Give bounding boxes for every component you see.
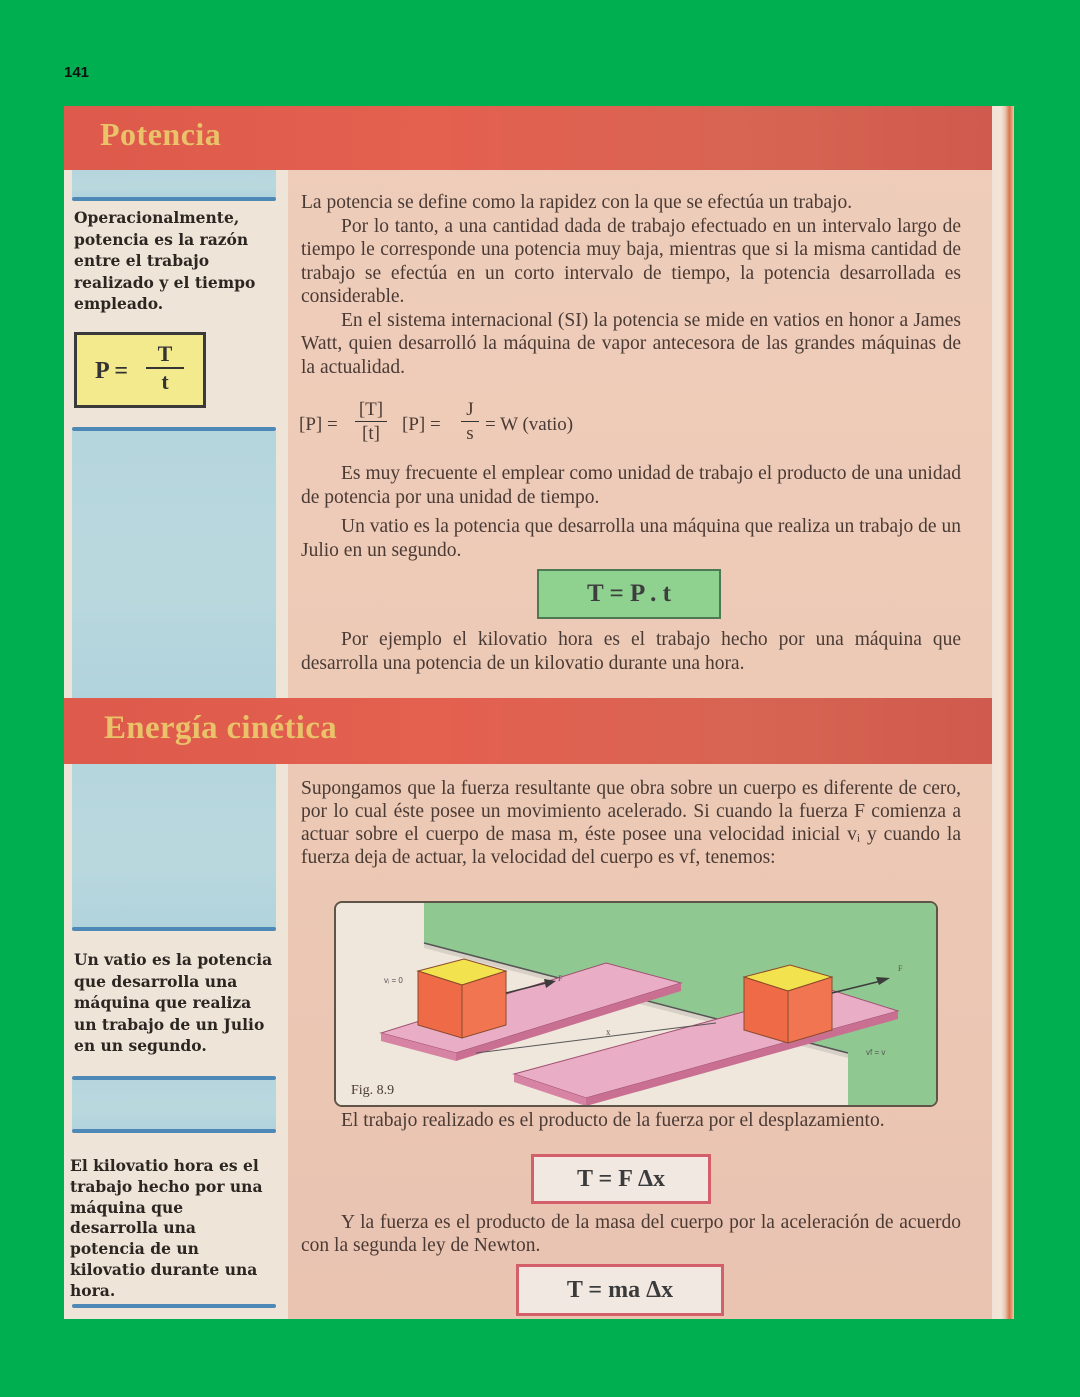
- page-number: 141: [64, 64, 90, 81]
- section-title-potencia: Potencia: [100, 116, 222, 152]
- paragraph: Y la fuerza es el producto de la masa del cuerpo por la aceleración de acuerdo con la segunda ley de Newton.: [301, 1212, 961, 1256]
- sidebar-blue-panel: [72, 1080, 276, 1130]
- sidebar-rule: [72, 1304, 276, 1308]
- paragraph: Un vatio es la potencia que desarrolla una máquina que realiza un trabajo de un Julio en un segundo.: [301, 516, 961, 561]
- figure-8-9: [334, 901, 938, 1107]
- section-banner-potencia: [64, 106, 992, 170]
- block-displacement-illustration: [336, 903, 938, 1107]
- formula-lhs: P =: [95, 358, 129, 384]
- svg-text:F: F: [558, 974, 563, 983]
- units-fraction-2: J s: [459, 400, 481, 443]
- figure-caption: Fig. 8.9: [351, 1083, 395, 1098]
- formula-box-work-force: T = F Δx: [531, 1154, 711, 1204]
- sidebar-blue-panel: [72, 764, 276, 928]
- textbook-page: Potencia Operacionalmente, potencia es la razón entre el trabajo realizado y el tiempo empleado. P = T t La potencia se define como la rapidez con la que se efectúa un trabajo. Por lo tanto, a una cantidad dada de trabajo efectuado en un intervalo largo de tiempo le corresponde una potencia muy baja, mientras que si la misma cantidad de trabajo se efectúa en un corto intervalo de tiempo, la potencia desarrollada es considerable. En el sistema internacional (SI) la potencia se mide en vatios en honor a James Watt, quien desarrolló la máquina de vapor antecesora de las grandes máquinas de la actualidad. [P] = [T] [t] [P] = J s = W (vatio) Es muy frecuente el emplear como unidad de trabajo el producto de una unidad de potencia por una unidad de tiempo. Un vatio es la potencia que desarrolla una máquina que realiza un trabajo de un Julio en un segundo. T = P . t Por ejemplo el kilovatio hora es el trabajo hecho por una máquina que desarrolla una potencia de un kilovatio durante una hora. Energía cinética Un vatio es la potencia que desarrolla una máquina que realiza un trabajo de un Julio en un segundo. El kilovatio hora es el trabajo hecho por una máquina que desarrolla una potencia de un kilovatio durante una hora. Supongamos que la fuerza resultante que obra sobre un cuerpo es diferente de cero, por lo cual éste posee un movimiento acelerado. Si cuando la fuerza F comienza a actuar sobre el cuerpo de masa m, éste posee una velocidad inicial vᵢ y cuando la fuerza deja de actuar, la velocidad del cuerpo es vf, tenemos: x vᵢ = 0 F F vf = v Fig. 8.9 El trabajo realizado es el producto de la fuerza por el desplazamiento. T = F Δx Y la fuerza es el producto de la masa del cuerpo por la aceleración de acuerdo con la segunda ley de Newton. T = ma Δx: [64, 106, 1014, 1319]
- paragraph: El trabajo realizado es el producto de la fuerza por el desplazamiento.: [341, 1110, 885, 1131]
- paragraph: Supongamos que la fuerza resultante que obra sobre un cuerpo es diferente de cero, por lo cual éste posee un movimiento acelerado. Si cuando la fuerza F comienza a actuar sobre el cuerpo de masa m, éste posee una velocidad inicial vᵢ y cuando la fuerza deja de actuar, la velocidad del cuerpo es vf, tenemos:: [301, 778, 961, 868]
- paragraph: Por lo tanto, a una cantidad dada de trabajo efectuado en un intervalo largo de tiempo le corresponde una potencia muy baja, mientras que si la misma cantidad de trabajo se efectúa en un corto intervalo de tiempo, la potencia desarrollada es considerable.: [301, 215, 961, 307]
- formula-box-work-mass: T = ma Δx: [516, 1264, 724, 1316]
- energia-body-2: [301, 1109, 961, 1132]
- svg-text:vf = v: vf = v: [866, 1048, 886, 1057]
- svg-text:F: F: [898, 964, 903, 973]
- section-banner-energia-cinetica: [64, 698, 992, 764]
- sidebar-note-operacional: Operacionalmente, potencia es la razón entre el trabajo realizado y el tiempo empleado.: [74, 208, 256, 313]
- formula-fraction: T t: [145, 343, 185, 393]
- sidebar-note-vatio: Un vatio es la potencia que desarrolla una máquina que realiza un trabajo de un Julio en un segundo.: [74, 950, 273, 1055]
- sidebar-note-kilovatio: El kilovatio hora es el trabajo hecho por una máquina que desarrolla una potencia de un kilovatio durante una hora.: [70, 1156, 263, 1300]
- formula-box-power: [74, 332, 206, 408]
- potencia-body: [301, 191, 961, 379]
- section-title-energia-cinetica: Energía cinética: [104, 710, 337, 746]
- paragraph: La potencia se define como la rapidez con la que se efectúa un trabajo.: [301, 192, 853, 213]
- svg-text:vᵢ = 0: vᵢ = 0: [384, 976, 403, 985]
- sidebar-blue-panel: [72, 431, 276, 698]
- paragraph: Por ejemplo el kilovatio hora es el trabajo hecho por una máquina que desarrolla una potencia de un kilovatio durante una hora.: [301, 629, 961, 674]
- potencia-body-2: [301, 462, 961, 562]
- sidebar-rule: [72, 927, 276, 931]
- energia-body: [301, 777, 961, 869]
- paragraph: En el sistema internacional (SI) la potencia se mide en vatios en honor a James Watt, quien desarrolló la máquina de vapor antecesora de las grandes máquinas de la actualidad.: [301, 309, 961, 378]
- paragraph: Es muy frecuente el emplear como unidad de trabajo el producto de una unidad de potencia por una unidad de tiempo.: [301, 463, 961, 508]
- page-edge: [992, 106, 1014, 1319]
- sidebar-blue-panel: [72, 170, 276, 198]
- formula-box-work-power: T = P . t: [537, 569, 721, 619]
- energia-body-3: [301, 1211, 961, 1257]
- sidebar-rule: [72, 1129, 276, 1133]
- sidebar-rule: [72, 197, 276, 201]
- units-fraction-1: [T] [t]: [354, 400, 388, 443]
- svg-text:x: x: [606, 1027, 611, 1037]
- potencia-body-3: [301, 628, 961, 675]
